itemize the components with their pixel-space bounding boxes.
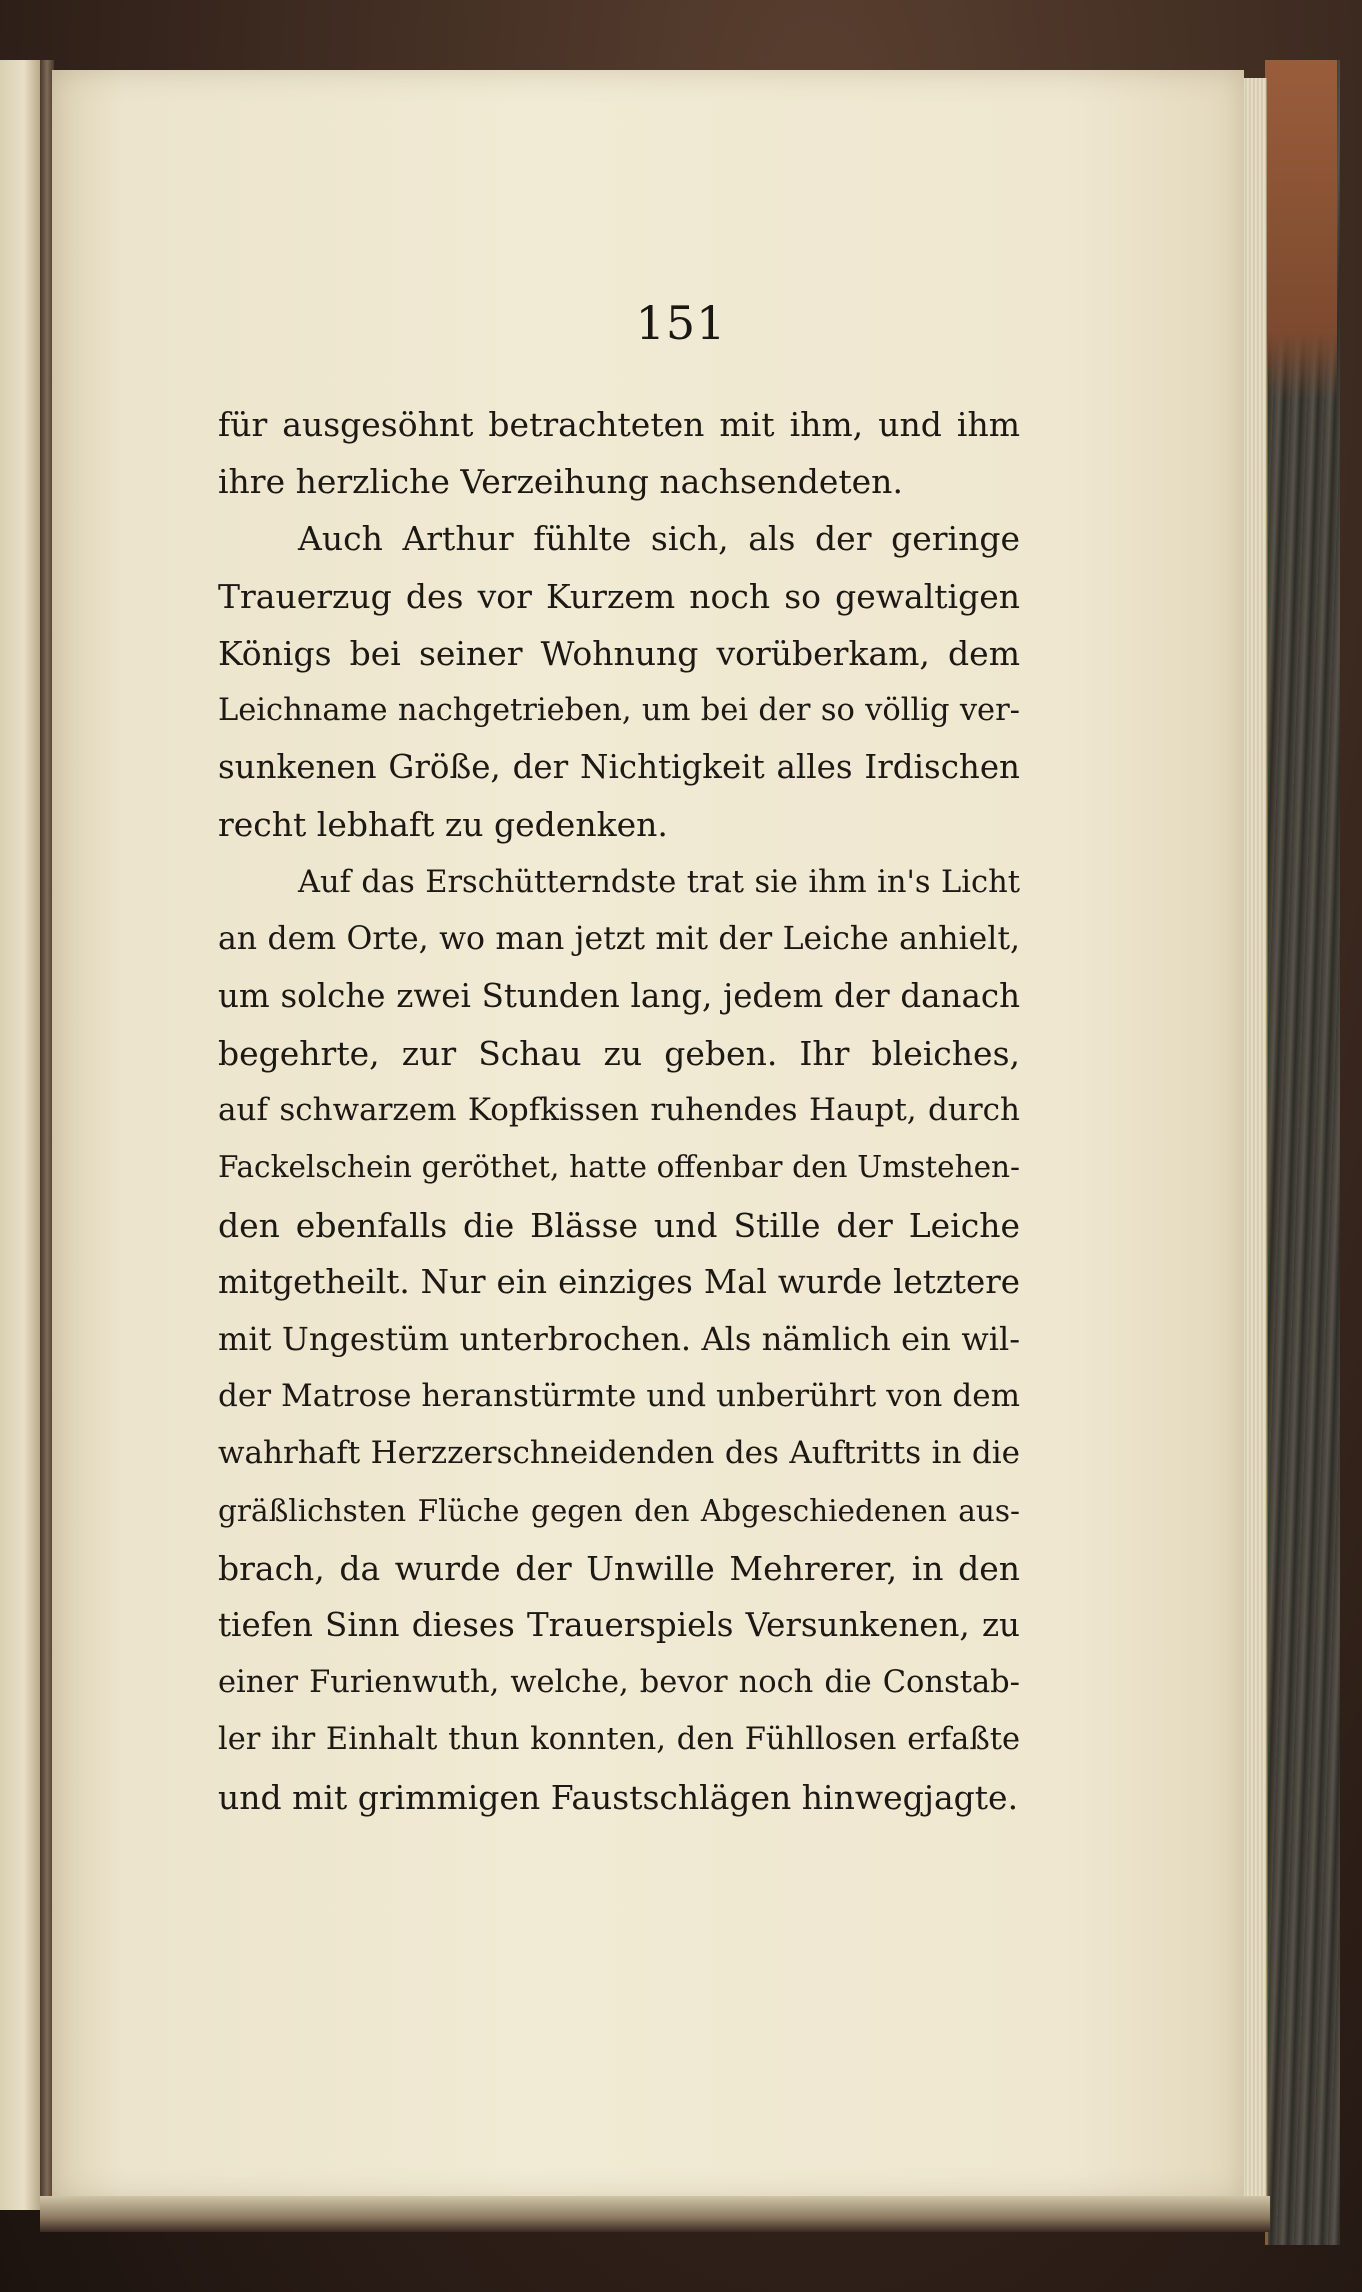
text-line: sunkenen Größe, der Nichtigkeit alles Irdischen <box>218 748 1020 787</box>
text-line: brach, da wurde der Unwille Mehrerer, in den <box>218 1548 1020 1588</box>
text-line: ler ihr Einhalt thun konnten, den Fühllosen erfaßte <box>218 1722 1020 1758</box>
text-line: Königs bei seiner Wohnung vorüberkam, dem <box>218 633 1020 673</box>
page-bottom-edge <box>40 2196 1270 2232</box>
text-line: tiefen Sinn dieses Trauerspiels Versunkenen, zu <box>218 1605 1020 1644</box>
text-line: für ausgesöhnt betrachteten mit ihm, und ihm <box>218 405 1020 444</box>
text-line: begehrte, zur Schau zu geben. Ihr bleiches, <box>218 1034 1020 1074</box>
body-text <box>218 396 1020 1826</box>
text-line: mitgetheilt. Nur ein einziges Mal wurde letztere <box>218 1262 1020 1301</box>
page-stack-edge <box>1240 78 1267 2198</box>
text-line: der Matrose heranstürmte und unberührt von dem <box>218 1378 1020 1415</box>
text-line: Fackelschein geröthet, hatte offenbar den Umstehen- <box>218 1150 1020 1185</box>
text-line: mit Ungestüm unterbrochen. Als nämlich ein wil- <box>218 1320 1020 1358</box>
text-line: Leichname nachgetrieben, um bei der so völlig ver- <box>218 692 1020 728</box>
text-line: und mit grimmigen Faustschlägen hinwegjagte. <box>218 1777 1019 1817</box>
text-line: den ebenfalls die Blässe und Stille der Leiche <box>218 1205 1020 1245</box>
text-line: auf schwarzem Kopfkissen ruhendes Haupt, durch <box>218 1092 1020 1129</box>
text-line: Auf das Erschütterndste trat sie ihm in's Licht <box>298 864 1020 900</box>
text-line: einer Furienwuth, welche, bevor noch die Constab- <box>218 1665 1020 1701</box>
text-line: an dem Orte, wo man jetzt mit der Leiche anhielt, <box>218 920 1020 957</box>
text-line: um solche zwei Stunden lang, jedem der danach <box>218 976 1020 1015</box>
text-line: gräßlichsten Flüche gegen den Abgeschiedenen aus- <box>218 1493 1020 1528</box>
page-number: 151 <box>635 296 727 350</box>
left-page-edge <box>0 60 42 2210</box>
text-line: Trauerzug des vor Kurzem noch so gewaltigen <box>218 576 1020 616</box>
text-line: Auch Arthur fühlte sich, als der geringe <box>298 519 1020 559</box>
text-line: recht lebhaft zu gedenken. <box>218 805 668 845</box>
text-line: wahrhaft Herzzerschneidenden des Auftritts in die <box>218 1435 1020 1472</box>
text-line: ihre herzliche Verzeihung nachsendeten. <box>218 462 903 502</box>
